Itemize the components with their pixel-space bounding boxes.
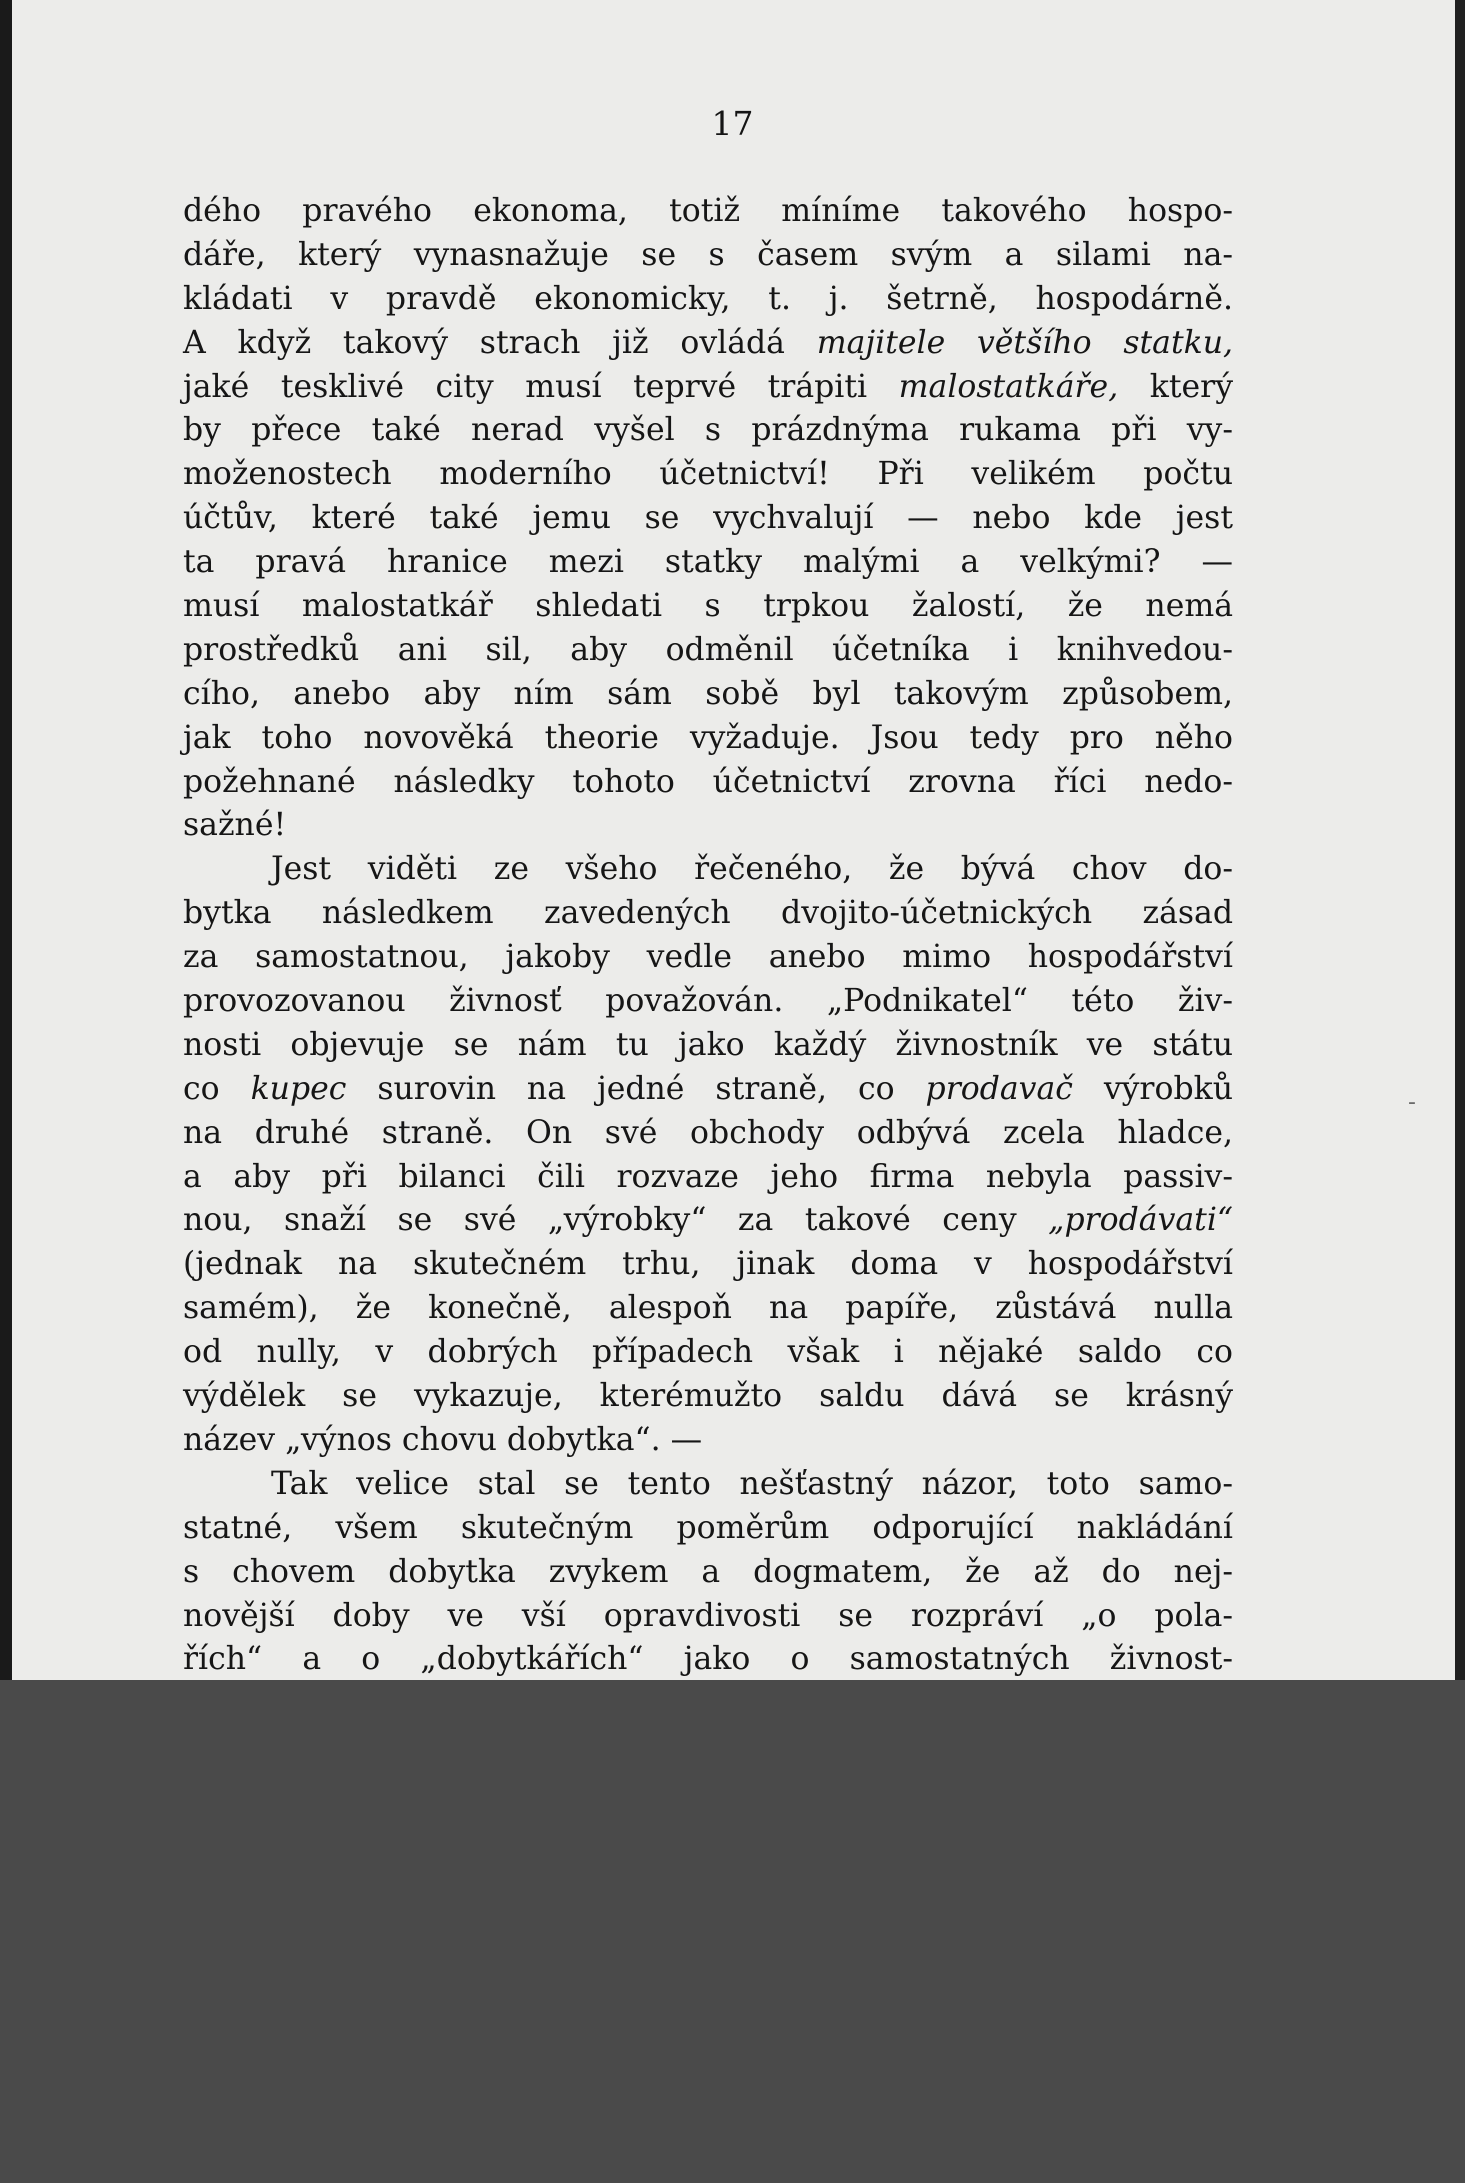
text-line: název „výnos chovu dobytka“. — [183, 1421, 703, 1458]
text-line: nosti objevuje se nám tu jako každý živnostník ve státu [183, 1026, 1233, 1063]
text-line: dáře, který vynasnažuje se s časem svým a silami na- [183, 236, 1233, 273]
text-span: výrobků [1103, 1070, 1233, 1107]
page-number: 17 [711, 104, 754, 143]
text-line: dého pravého ekonoma, totiž míníme takového hospo- [183, 193, 1233, 229]
text-span: A když takový strach již ovládá [183, 324, 785, 361]
text-line: účtův, které také jemu se vychvalují — nebo kde jest [183, 500, 1233, 537]
text-line: s chovem dobytka zvykem a dogmatem, že až do nej- [183, 1553, 1233, 1590]
text-line: musí malostatkář shledati s trpkou žalostí, že nemá [183, 588, 1233, 625]
text-line: by přece také nerad vyšel s prázdnýma rukama při vy- [183, 412, 1233, 449]
text-line: ta pravá hranice mezi statky malými a velkými? — [183, 544, 1233, 581]
text-span: jaké tesklivé city musí teprvé trápiti [183, 368, 868, 405]
text-line: řích“ a o „dobytkářích“ jako o samostatných živnost- [183, 1641, 1233, 1678]
text-line: od nully, v dobrých případech však i nějaké saldo co [183, 1334, 1233, 1371]
text-span: co [183, 1070, 220, 1107]
margin-mark: - [1408, 1090, 1416, 1115]
text-span: nou, snaží se své „výrobky“ za takové ceny [183, 1202, 1017, 1239]
text-line [183, 366, 1233, 410]
italic-span: „prodávati“ [1048, 1202, 1234, 1239]
text-line: novější doby ve vší opravdivosti se rozpráví „o pola- [183, 1597, 1233, 1634]
italic-span: malostatkáře, [898, 368, 1119, 405]
text-line: za samostatnou, jakoby vedle anebo mimo hospodářství [183, 939, 1233, 976]
scanner-background [0, 1680, 1465, 2183]
text-line: jak toho novověká theorie vyžaduje. Jsou tedy pro něho [183, 719, 1233, 756]
text-line: moženostech moderního účetnictví! Při velikém počtu [183, 456, 1233, 493]
body-text [183, 190, 1233, 1726]
italic-span: kupec [250, 1070, 347, 1107]
text-line: statné, všem skutečným poměrům odporující nakládání [183, 1509, 1233, 1546]
text-line: sažné! [183, 807, 287, 844]
text-line [183, 322, 1233, 366]
text-line: na druhé straně. On své obchody odbývá zcela hladce, [183, 1114, 1233, 1151]
italic-span: prodavač [925, 1070, 1073, 1107]
text-line: (jednak na skutečném trhu, jinak doma v hospodářství [183, 1246, 1233, 1283]
text-line: prostředků ani sil, aby odměnil účetníka i knihvedou- [183, 631, 1233, 668]
italic-span: majitele většího statku, [816, 324, 1233, 361]
text-line: Tak velice stal se tento nešťastný názor, toto samo- [271, 1465, 1233, 1502]
text-span: surovin na jedné straně, co [377, 1070, 895, 1107]
text-line [183, 1199, 1233, 1243]
text-line: kládati v pravdě ekonomicky, t. j. šetrně, hospodárně. [183, 280, 1233, 317]
left-binding-edge [0, 0, 12, 1680]
text-line: provozovanou živnosť považován. „Podnikatel“ této živ- [183, 983, 1233, 1020]
text-span: který [1149, 368, 1233, 405]
text-line: cího, anebo aby ním sám sobě byl takovým způsobem, [183, 675, 1233, 712]
text-line: výdělek se vykazuje, kterémužto saldu dává se krásný [183, 1378, 1233, 1415]
text-line [183, 1068, 1233, 1112]
text-line: a aby při bilanci čili rozvaze jeho firma nebyla passiv- [183, 1158, 1233, 1195]
text-line: Jest viděti ze všeho řečeného, že bývá chov do- [271, 851, 1233, 888]
right-page-edge [1455, 0, 1465, 1680]
text-line: samém), že konečně, alespoň na papíře, zůstává nulla [183, 1290, 1233, 1327]
text-line: bytka následkem zavedených dvojito-účetnických zásad [183, 895, 1233, 932]
text-line: požehnané následky tohoto účetnictví zrovna říci nedo- [183, 763, 1233, 800]
